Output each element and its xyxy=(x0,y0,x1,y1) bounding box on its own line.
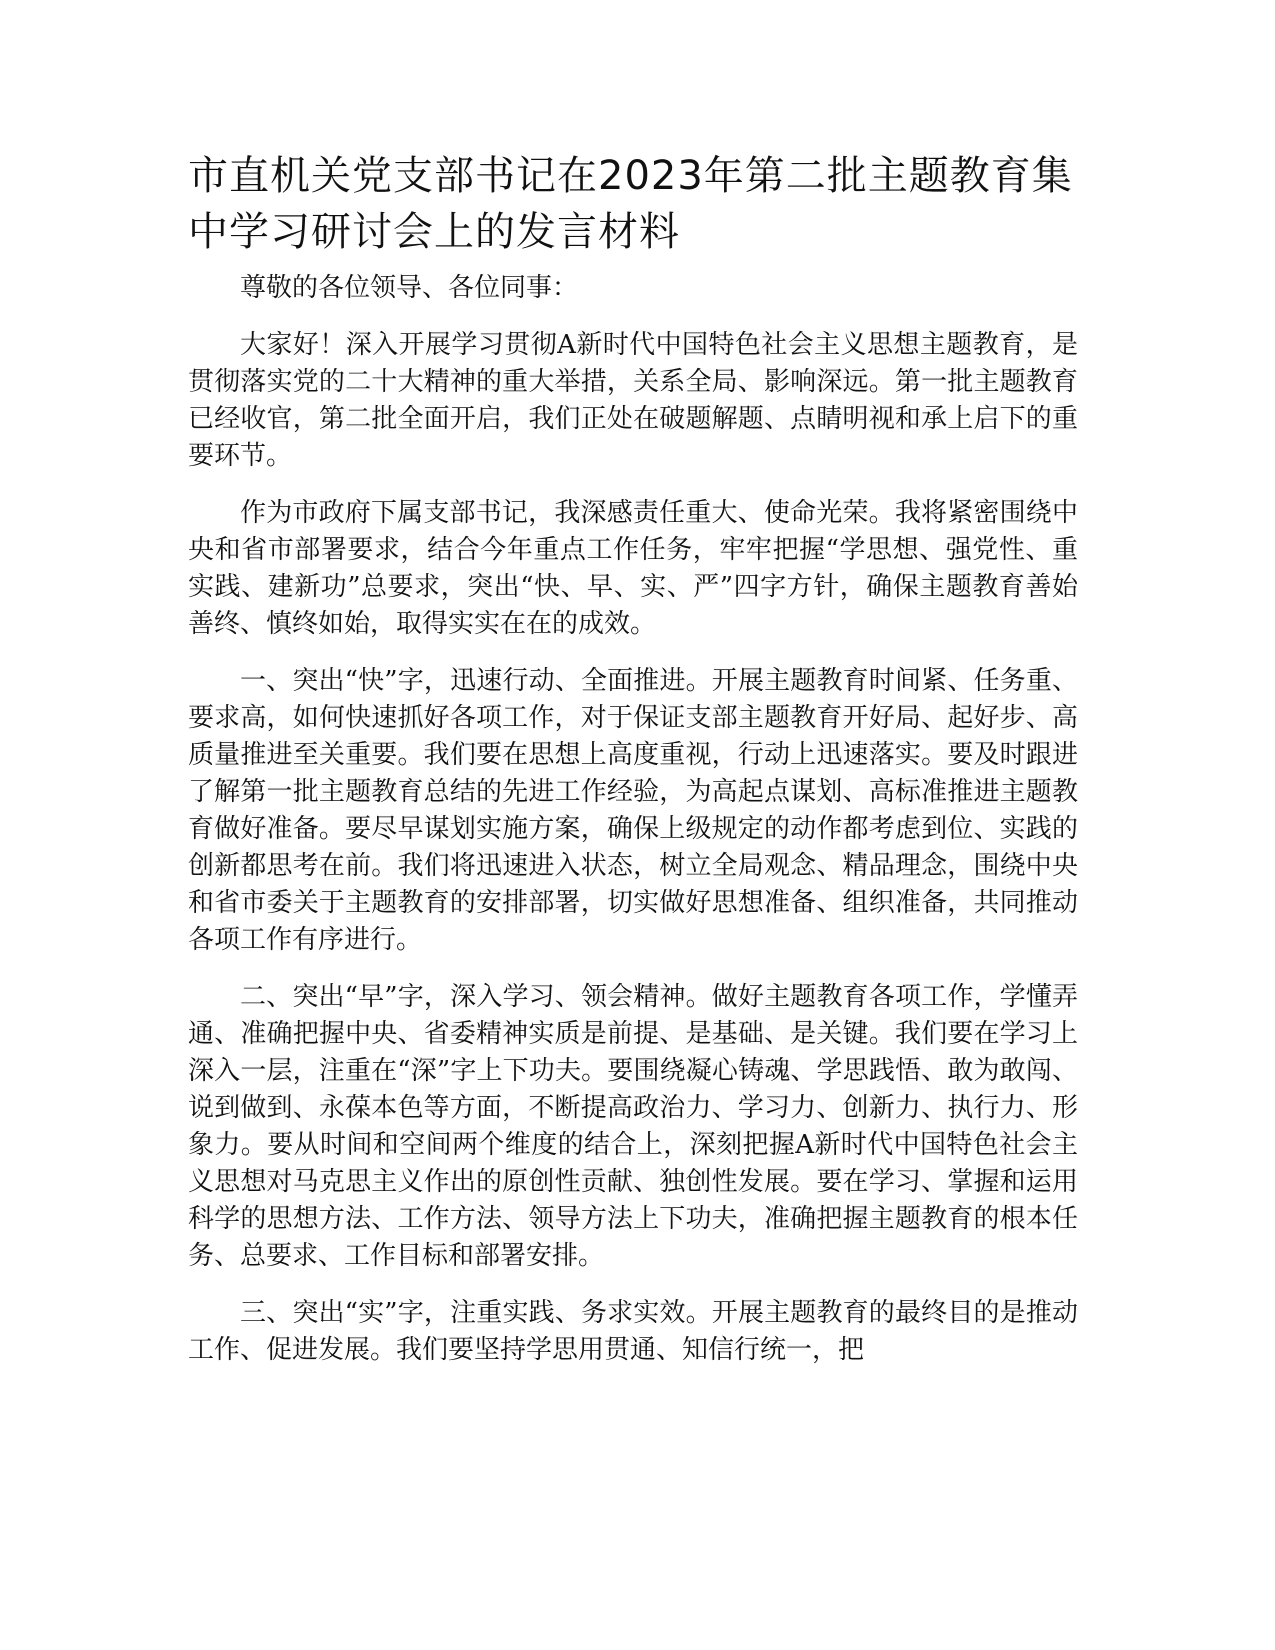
paragraph-greeting: 大家好！深入开展学习贯彻A新时代中国特色社会主义思想主题教育，是贯彻落实党的二十大精神的重大举措，关系全局、影响深远。第一批主题教育已经收官，第二批全面开启，我们正处在破题解题、点睛明视和承上启下的重要环节。 xyxy=(188,330,1078,471)
document-body xyxy=(188,270,1078,1389)
paragraph-section-2: 二、突出“早”字，深入学习、领会精神。做好主题教育各项工作，学懂弄通、准确把握中央、省委精神实质是前提、是基础、是关键。我们要在学习上深入一层，注重在“深”字上下功夫。要围绕凝心铸魂、学思践悟、敢为敢闯、说到做到、永葆本色等方面，不断提高政治力、学习力、创新力、执行力、形象力。要从时间和空间两个维度的结合上，深刻把握A新时代中国特色社会主义思想对马克思主义作出的原创性贡献、独创性发展。要在学习、掌握和运用科学的思想方法、工作方法、领导方法上下功夫，准确把握主题教育的根本任务、总要求、工作目标和部署安排。 xyxy=(188,982,1078,1271)
paragraph-responsibility: 作为市政府下属支部书记，我深感责任重大、使命光荣。我将紧密围绕中央和省市部署要求，结合今年重点工作任务，牢牢把握“学思想、强党性、重实践、建新功”总要求，突出“快、早、实、严”四字方针，确保主题教育善始善终、慎终如始，取得实实在在的成效。 xyxy=(188,498,1078,639)
salutation: 尊敬的各位领导、各位同事： xyxy=(240,273,579,303)
document-title: 市直机关党支部书记在2023年第二批主题教育集中学习研讨会上的发言材料 xyxy=(188,153,1073,255)
paragraph-section-1: 一、突出“快”字，迅速行动、全面推进。开展主题教育时间紧、任务重、要求高，如何快速抓好各项工作，对于保证支部主题教育开好局、起好步、高质量推进至关重要。我们要在思想上高度重视，行动上迅速落实。要及时跟进了解第一批主题教育总结的先进工作经验，为高起点谋划、高标准推进主题教育做好准备。要尽早谋划实施方案，确保上级规定的动作都考虑到位、实践的创新都思考在前。我们将迅速进入状态，树立全局观念、精品理念，围绕中央和省市委关于主题教育的安排部署，切实做好思想准备、组织准备，共同推动各项工作有序进行。 xyxy=(188,666,1078,955)
paragraph-section-3: 三、突出“实”字，注重实践、务求实效。开展主题教育的最终目的是推动工作、促进发展。我们要坚持学思用贯通、知信行统一，把 xyxy=(188,1298,1078,1365)
